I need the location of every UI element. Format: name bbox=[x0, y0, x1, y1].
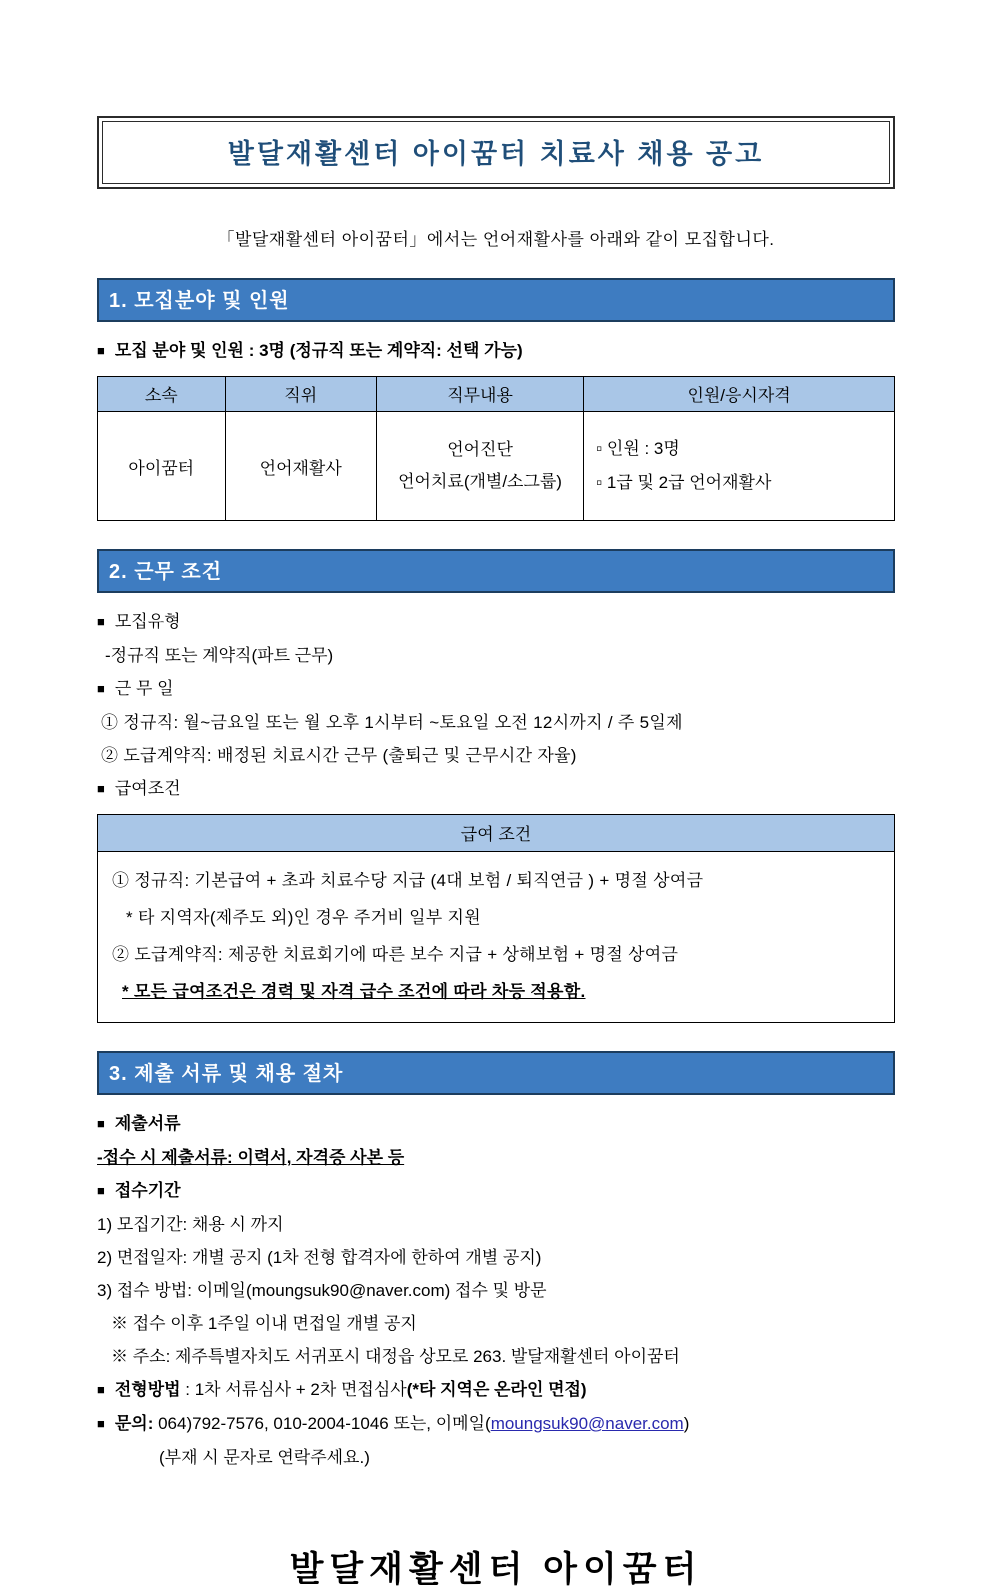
title-box bbox=[97, 116, 895, 189]
application-period-line bbox=[97, 1180, 895, 1202]
selection-method-suffix: (*타 지역은 온라인 면접) bbox=[406, 1380, 587, 1399]
contact-suffix: ) bbox=[683, 1414, 690, 1433]
email-link[interactable]: moungsuk90@naver.com bbox=[490, 1414, 684, 1433]
cell-duties bbox=[376, 412, 583, 521]
section1-banner bbox=[97, 278, 895, 322]
contact-label: 문의: bbox=[114, 1414, 154, 1433]
contact-text bbox=[115, 1413, 690, 1434]
square-bullet-icon: ■ bbox=[97, 614, 105, 629]
selection-method-mid: : 1차 서류심사 + 2차 면접심사 bbox=[180, 1380, 407, 1399]
documents-line bbox=[97, 1113, 895, 1135]
page-title: 발달재활센터 아이꿈터 치료사 채용 공고 bbox=[102, 121, 890, 184]
section2-heading: 2. 근무 조건 bbox=[109, 561, 223, 583]
salary-table-body-row bbox=[98, 852, 895, 1023]
salary-line-regular: ① 정규직: 기본급여 + 초과 치료수당 지급 (4대 보험 / 퇴직연금 ) + 명절 상여금 bbox=[112, 871, 704, 890]
recruit-type-line bbox=[97, 611, 895, 634]
col-header-duty: 직무내용 bbox=[376, 377, 583, 412]
recruit-table bbox=[97, 376, 895, 521]
period-item-1: 1) 모집기간: 채용 시 까지 bbox=[97, 1215, 284, 1234]
cell-position: 언어재활사 bbox=[225, 412, 376, 521]
workdays-item-regular: ① 정규직: 월~금요일 또는 월 오후 1시부터 ~토요일 오전 12시까지 / 주 5일제 bbox=[101, 713, 683, 732]
section1-heading: 1. 모집분야 및 인원 bbox=[109, 290, 290, 312]
requirement-line: ▫ 1급 및 2급 언어재활사 bbox=[596, 473, 772, 492]
square-bullet-icon: ■ bbox=[97, 1183, 105, 1198]
workdays-label: 근 무 일 bbox=[114, 679, 174, 698]
contact-line bbox=[97, 1413, 895, 1435]
square-bullet-icon: ■ bbox=[97, 1116, 105, 1131]
recruit-table-header-row bbox=[98, 377, 895, 412]
contact-phones: 064)792-7576, 010-2004-1046 또는, 이메일( bbox=[153, 1414, 491, 1433]
section3-body bbox=[97, 1113, 895, 1468]
section2-banner bbox=[97, 549, 895, 593]
documents-detail bbox=[97, 1147, 895, 1168]
section3-heading: 3. 제출 서류 및 채용 절차 bbox=[109, 1063, 344, 1085]
cell-affiliation: 아이꿈터 bbox=[98, 412, 226, 521]
recruit-type-detail: -정규직 또는 계약직(파트 근무) bbox=[105, 646, 334, 665]
salary-line-housing: * 타 지역자(제주도 외)인 경우 주거비 일부 지원 bbox=[126, 908, 481, 927]
salary-table bbox=[97, 814, 895, 1023]
section3-banner bbox=[97, 1051, 895, 1095]
salary-line-contract: ② 도급계약직: 제공한 치료회기에 따른 보수 지급 + 상해보험 + 명절 상여금 bbox=[112, 945, 679, 964]
application-period-label: 접수기간 bbox=[114, 1181, 181, 1200]
square-bullet-icon: ■ bbox=[97, 1382, 105, 1397]
salary-table-header-row bbox=[98, 815, 895, 852]
requirement-line: ▫ 인원 : 3명 bbox=[596, 439, 680, 458]
note-interview: ※ 접수 이후 1주일 이내 면접일 개별 공지 bbox=[111, 1314, 417, 1333]
duty-line: 언어치료(개별/소그룹) bbox=[398, 472, 562, 491]
col-header-position: 직위 bbox=[225, 377, 376, 412]
footer-org-name: 발달재활센터 아이꿈터 bbox=[289, 1550, 703, 1589]
square-bullet-icon: ■ bbox=[97, 343, 105, 358]
documents-label: 제출서류 bbox=[114, 1114, 181, 1133]
period-item-3: 3) 접수 방법: 이메일(moungsuk90@naver.com) 접수 및 방문 bbox=[97, 1281, 547, 1300]
square-bullet-icon: ■ bbox=[97, 781, 105, 796]
cell-requirements bbox=[584, 412, 895, 521]
workdays-item-contract: ② 도급계약직: 배정된 치료시간 근무 (출퇴근 및 근무시간 자율) bbox=[101, 746, 577, 765]
workdays-line bbox=[97, 678, 895, 701]
selection-method-label: 전형방법 bbox=[114, 1380, 181, 1399]
salary-label: 급여조건 bbox=[114, 779, 181, 798]
duty-line: 언어진단 bbox=[447, 440, 513, 459]
salary-table-header: 급여 조건 bbox=[98, 815, 895, 852]
recruit-summary-text: 모집 분야 및 인원 : 3명 (정규직 또는 계약직: 선택 가능) bbox=[114, 341, 523, 360]
square-bullet-icon: ■ bbox=[97, 681, 105, 696]
salary-line bbox=[97, 778, 895, 801]
salary-table-body bbox=[98, 852, 895, 1023]
intro-text: 「발달재활센터 아이꿈터」에서는 언어재활사를 아래와 같이 모집합니다. bbox=[217, 230, 775, 249]
note-address: ※ 주소: 제주특별자치도 서귀포시 대정읍 상모로 263. 발달재활센터 아이꿈터 bbox=[111, 1347, 680, 1366]
col-header-affiliation: 소속 bbox=[98, 377, 226, 412]
period-item-2: 2) 면접일자: 개별 공지 (1차 전형 합격자에 한하여 개별 공지) bbox=[97, 1248, 542, 1267]
recruit-type-label: 모집유형 bbox=[114, 612, 181, 631]
selection-method-line bbox=[97, 1379, 895, 1401]
contact-subnote: (부재 시 문자로 연락주세요.) bbox=[159, 1448, 370, 1467]
square-bullet-icon: ■ bbox=[97, 1416, 105, 1431]
salary-line-notice: * 모든 급여조건은 경력 및 자격 급수 조건에 따라 차등 적용함. bbox=[122, 982, 586, 1001]
col-header-headcount: 인원/응시자격 bbox=[584, 377, 895, 412]
table-row bbox=[98, 412, 895, 521]
recruit-summary-line bbox=[97, 340, 895, 363]
documents-detail-text: -접수 시 제출서류: 이력서, 자격증 사본 등 bbox=[97, 1148, 405, 1167]
selection-method-text bbox=[115, 1379, 587, 1400]
